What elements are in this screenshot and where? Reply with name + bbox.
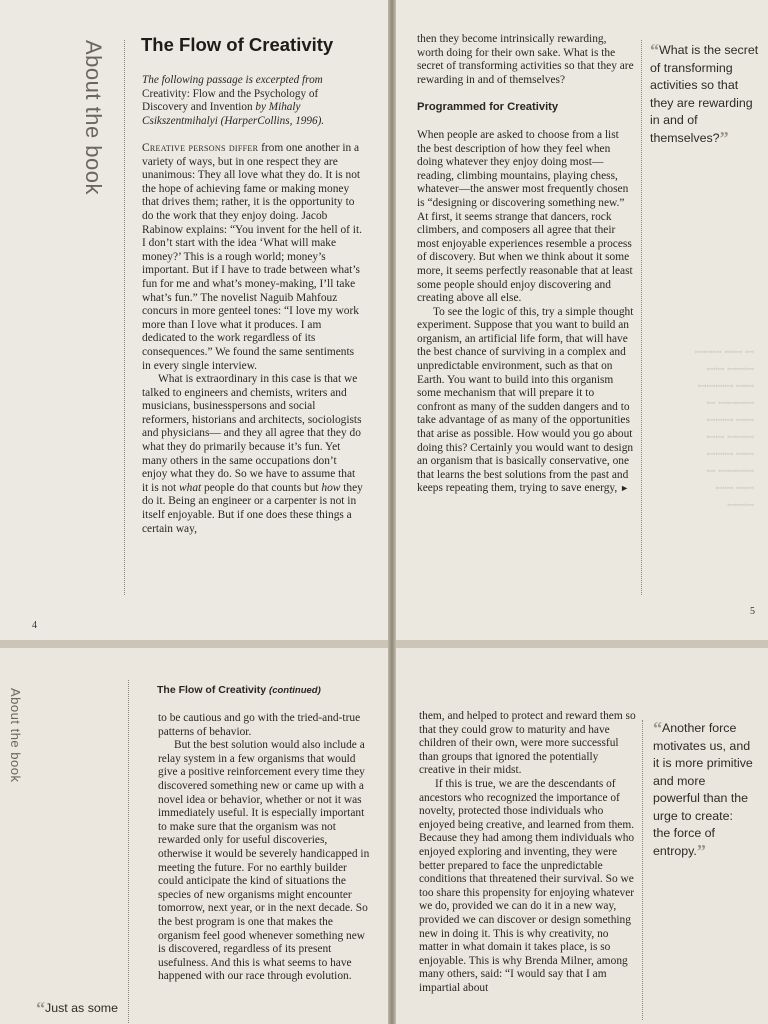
body-column (419, 710, 637, 995)
vertical-divider (641, 40, 642, 595)
open-quote-icon: “ (650, 40, 659, 60)
page-separator (0, 640, 768, 648)
body-column (158, 712, 370, 984)
close-quote-icon: ” (719, 127, 729, 148)
running-head: The Flow of Creativity (continued) (157, 684, 321, 696)
body-column (417, 33, 635, 496)
page-4 (0, 0, 390, 640)
vertical-divider (124, 40, 125, 595)
page-7 (392, 648, 768, 1024)
close-quote-icon: ” (696, 840, 706, 861)
article-title: The Flow of Creativity (141, 34, 334, 55)
paragraph: Creative persons differ from one another in a variety of ways, but in one respect they are unanimous: They all love what they do. It is not the hope of achieving fame or making money that drives them; rather, it is the opportunity to do the work that they enjoy doing. Jacob Rabinow explains: “You invent for the hell of it. I don’t start with the idea ‘What will make money?’ This is a rough world; money’s important. But if I have to trade between what’s fun for me and what’s money-making, I’ll take what’s fun.” The novelist Naguib Mahfouz concurs in more genteel tones: “I love my work more than I love what it produces. I am dedicated to the work regardless of its consequences.” We found the same sentiments in every single interview. (142, 142, 362, 372)
page-number: 4 (32, 620, 37, 631)
page-5 (392, 0, 768, 640)
page-6 (0, 648, 390, 1024)
page-number: 5 (750, 606, 755, 617)
show-through-text: ꟷ ꟷꟷ ꟷꟷꟷ ꟷꟷꟷ ꟷꟷ ꟷꟷ ꟷꟷꟷꟷ ꟷꟷꟷꟷ ꟷ ꟷꟷ ꟷꟷꟷ ꟷꟷꟷ ꟷꟷ ꟷꟷ ꟷꟷꟷ ꟷꟷꟷꟷ ꟷ ꟷꟷ ꟷꟷ ꟷꟷꟷ (694, 347, 754, 512)
book-gutter (388, 0, 396, 1024)
paragraph: If this is true, we are the descendants of ancestors who recognized the importance of novelty, protected those individuals who enjoyed being creative, and learned from them. Because they had among them individuals who enjoyed exploring and inventing, they were better prepared to face the unpredictable conditions that threatened their survival. So we too share this propensity for enjoying whatever we do, provided we can do it in a new way, provided we can discover or design something new in doing it. This is why creativity, no matter in what domain it takes place, is so enjoyable. This is why Brenda Milner, among many others, said: “I would say that I am impartial about (419, 777, 635, 994)
open-quote-icon: “ (36, 998, 45, 1018)
paragraph: But the best solution would also include a relay system in a few organisms that would give a positive reinforcement every time they discovered something new or came up with a novel idea or behavior, whether or not it was immediately useful. It is especially important to make sure that the organism was not rewarded only for useful discoveries, otherwise it would be severely handicapped in meeting the future. For no earthly builder could anticipate the kind of situations the species of new organisms might encounter tomorrow, next year, or in the next decade. So the best program is one that makes the organism feel good whenever something new is discovered, regardless of its present usefulness. And this is what seems to have happened with our race through evolution. (158, 739, 370, 983)
paragraph: What is extraordinary in this case is that we talked to engineers and chemists, writers and musicians, businesspersons and social reformers, historians and architects, sociologists and physicians— and they all agree that they do what they do primarily because it’s fun. Yet many others in the same occupations don’t enjoy what they do. So we have to assume that it is not what people do that counts but how they do it. Being an engineer or a carpenter is not in itself enjoyable. But if one does these things a certain way, (142, 373, 363, 535)
continue-arrow-icon: ► (620, 483, 630, 494)
section-label: About the book (81, 40, 106, 196)
vertical-divider (642, 720, 643, 1020)
paragraph: to be cautious and go with the tried-and-true patterns of behavior. (158, 712, 361, 738)
pull-quote: “Another force motivates us, and it is more primitive and more powerful than the urge to create: the force of entropy.” (653, 718, 753, 861)
book-title: Creativity: Flow and the Psychology of Discovery and Invention (142, 87, 319, 113)
paragraph: To see the logic of this, try a simple thought experiment. Suppose that you want to build an organism, an artificial life form, that will have the best chance of surviving in a complex and unpredictable environment, such as that on Earth. You want to build into this organism some mechanism that will prepare it to confront as many of the sudden dangers and to take advantage of as many of the opportunities that arise as possible. How would you go about doing this? Certainly you would want to design an organism that is basically conservative, one that learns the best solutions from the past and keeps repeating them, trying to save energy, ► (417, 305, 634, 495)
paragraph: When people are asked to choose from a list the best description of how they feel when doing whatever they enjoy doing most—reading, climbing mountains, playing chess, whatever—the answer most frequently chosen is “designing or discovering something new.” At first, it seems strange that dancers, rock climbers, and composers all agree that their most enjoyable experiences resemble a process of discovery. But when we think about it some more, it seems perfectly reasonable that at least some people should enjoy discovering and creating above all else. (417, 128, 633, 305)
body-column (142, 142, 364, 536)
pull-quote: “Just as some (36, 998, 118, 1018)
section-label: About the book (8, 688, 23, 783)
pull-quote: “What is the secret of transforming activities so that they are rewarding in and of themselves?” (650, 40, 759, 148)
intro-note: The following passage is excerpted from Creativity: Flow and the Psychology of Discovery and Invention by Mihaly Csikszentmihalyi (HarperCollins, 1996). (142, 74, 325, 127)
paragraph: then they become intrinsically rewarding, worth doing for their own sake. What is the secret of transforming activities so that they are rewarding in and of themselves? (417, 33, 634, 86)
vertical-divider (128, 680, 129, 1024)
paragraph: them, and helped to protect and reward them so that they could grow to maturity and have children of their own, were more successful than groups that ignored the potentially creative in their midst. (419, 710, 636, 777)
open-quote-icon: “ (653, 718, 662, 738)
running-head-continued: (continued) (269, 685, 321, 696)
lead-in: Creative persons differ (142, 142, 259, 154)
section-subhead: Programmed for Creativity (417, 101, 559, 114)
